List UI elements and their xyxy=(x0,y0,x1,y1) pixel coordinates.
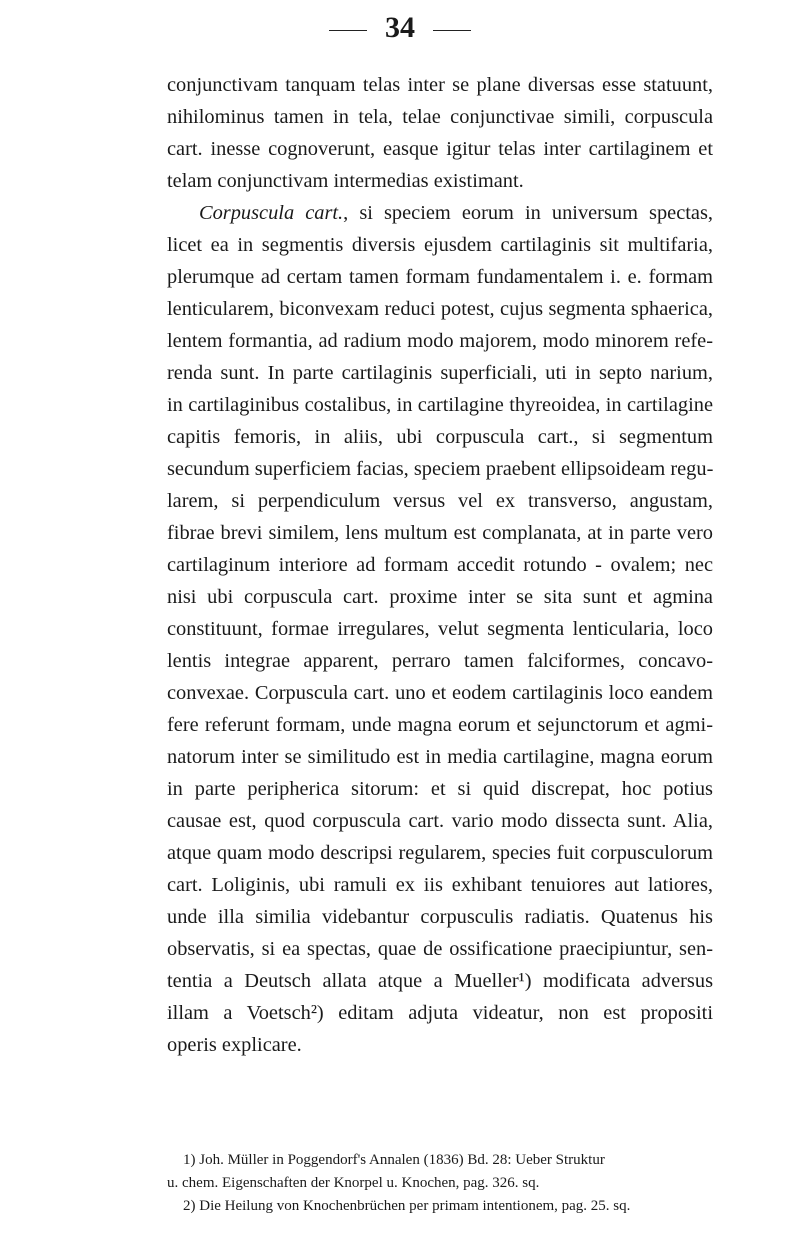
text-line: Corpuscula cart., si speciem eorum in universum spectas, xyxy=(199,202,713,224)
text-line: fere referunt formam, unde magna eorum et sejunctorum et agmi- xyxy=(167,714,713,736)
text-line: telam conjunctivam intermedias existimant. xyxy=(167,170,524,192)
text-line: in parte peripherica sitorum: et si quid discrepat, hoc potius xyxy=(167,778,713,800)
page-number: 34 xyxy=(385,11,415,44)
text-line: cartilaginum interiore ad formam accedit rotundo - ovalem; nec xyxy=(167,554,713,576)
text-line: convexae. Corpuscula cart. uno et eodem cartilaginis loco eandem xyxy=(167,682,713,704)
text-line: nisi ubi corpuscula cart. proxime inter se sita sunt et agmina xyxy=(167,586,713,608)
page-header xyxy=(0,8,800,48)
text-line: causae est, quod corpuscula cart. vario modo dissecta sunt. Alia, xyxy=(167,810,713,832)
text-line: nihilominus tamen in tela, telae conjunctivae simili, corpuscula xyxy=(167,106,713,128)
text-line: cart. Loliginis, ubi ramuli ex iis exhibant tenuiores aut latiores, xyxy=(167,874,713,896)
footnote-2: 2) Die Heilung von Knochenbrüchen per primam intentionem, pag. 25. sq. xyxy=(183,1198,631,1214)
text-line: licet ea in segmentis diversis ejusdem cartilaginis sit multifaria, xyxy=(167,234,713,256)
text-line: renda sunt. In parte cartilaginis superficiali, uti in septo narium, xyxy=(167,362,713,384)
text-line: capitis femoris, in aliis, ubi corpuscula cart., si segmentum xyxy=(167,426,713,448)
footnote-1-line-1: 1) Joh. Müller in Poggendorf's Annalen (1836) Bd. 28: Ueber Struktur xyxy=(183,1152,605,1168)
footnote-1-line-2: u. chem. Eigenschaften der Knorpel u. Knochen, pag. 326. sq. xyxy=(167,1175,540,1191)
text-line: operis explicare. xyxy=(167,1034,302,1056)
header-rule-right xyxy=(433,30,471,31)
text-line: illam a Voetsch²) editam adjuta videatur, non est propositi xyxy=(167,1002,713,1024)
text-line: lentem formantia, ad radium modo majorem, modo minorem refe- xyxy=(167,330,713,352)
text-line: fibrae brevi similem, lens multum est complanata, at in parte vero xyxy=(167,522,713,544)
text-line: conjunctivam tanquam telas inter se plane diversas esse statuunt, xyxy=(167,74,713,96)
text-line: larem, si perpendiculum versus vel ex transverso, angustam, xyxy=(167,490,713,512)
text-line: natorum inter se similitudo est in media cartilagine, magna eorum xyxy=(167,746,713,768)
footnotes xyxy=(167,1149,713,1218)
text-line: lentis integrae apparent, perraro tamen falciformes, concavo- xyxy=(167,650,713,672)
text-line: atque quam modo descripsi regularem, species fuit corpusculorum xyxy=(167,842,713,864)
text-line: unde illa similia videbantur corpusculis radiatis. Quatenus his xyxy=(167,906,713,928)
text-line: lenticularem, biconvexam reduci potest, cujus segmenta sphaerica, xyxy=(167,298,713,320)
italic-term: Corpuscula cart. xyxy=(199,202,344,224)
text-line: observatis, si ea spectas, quae de ossificatione praecipiuntur, sen- xyxy=(167,938,713,960)
text-line: tentia a Deutsch allata atque a Mueller¹) modificata adversus xyxy=(167,970,713,992)
text-line: constituunt, formae irregulares, velut segmenta lenticularia, loco xyxy=(167,618,713,640)
text-line: plerumque ad certam tamen formam fundamentalem i. e. formam xyxy=(167,266,713,288)
text-line: in cartilaginibus costalibus, in cartilagine thyreoidea, in cartilagine xyxy=(167,394,713,416)
header-rule-left xyxy=(329,30,367,31)
text-line: secundum superficiem facias, speciem praebent ellipsoideam regu- xyxy=(167,458,714,480)
body-paragraph xyxy=(167,69,713,1061)
text-line: cart. inesse cognoverunt, easque igitur telas inter cartilaginem et xyxy=(167,138,713,160)
